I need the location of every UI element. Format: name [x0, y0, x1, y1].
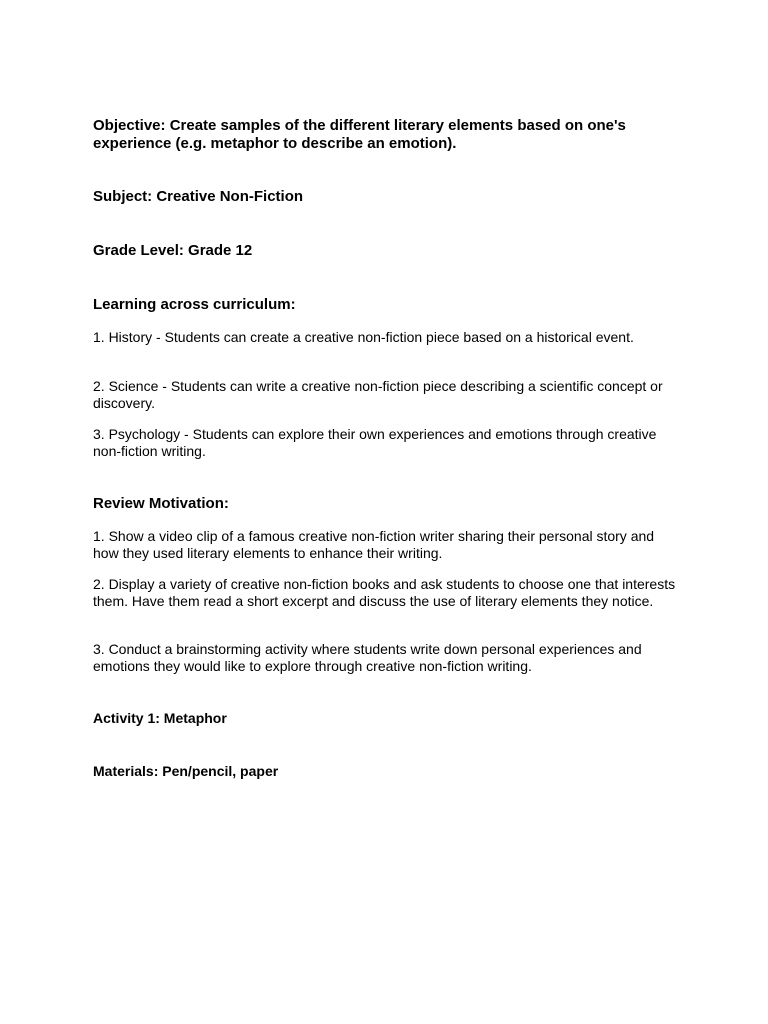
activity-heading: Activity 1: Metaphor — [93, 710, 227, 726]
objective-text: Objective: Create samples of the different literary elements based on one's experience (e.g. metaphor to describe an emotion). — [93, 117, 626, 152]
learning-across-curriculum-heading: Learning across curriculum: — [93, 296, 296, 313]
learning-item: 1. History - Students can create a creative non-fiction piece based on a historical event. — [93, 329, 634, 345]
materials-heading: Materials: Pen/pencil, paper — [93, 763, 279, 779]
review-item: 2. Display a variety of creative non-fiction books and ask students to choose one that interests them. Have them read a short excerpt and discuss the use of literary elements they notice. — [93, 576, 676, 609]
review-item: 1. Show a video clip of a famous creative non-fiction writer sharing their personal story and how they used literary elements to enhance their writing. — [93, 528, 655, 561]
subject-heading: Subject: Creative Non-Fiction — [93, 188, 304, 205]
learning-item: 2. Science - Students can write a creative non-fiction piece describing a scientific concept or discovery. — [93, 378, 663, 411]
grade-level-heading: Grade Level: Grade 12 — [93, 242, 253, 259]
review-item: 3. Conduct a brainstorming activity where students write down personal experiences and emotions they would like to explore through creative non-fiction writing. — [93, 641, 642, 674]
learning-item: 3. Psychology - Students can explore their own experiences and emotions through creative non-fiction writing. — [93, 426, 657, 459]
review-motivation-heading: Review Motivation: — [93, 495, 229, 512]
